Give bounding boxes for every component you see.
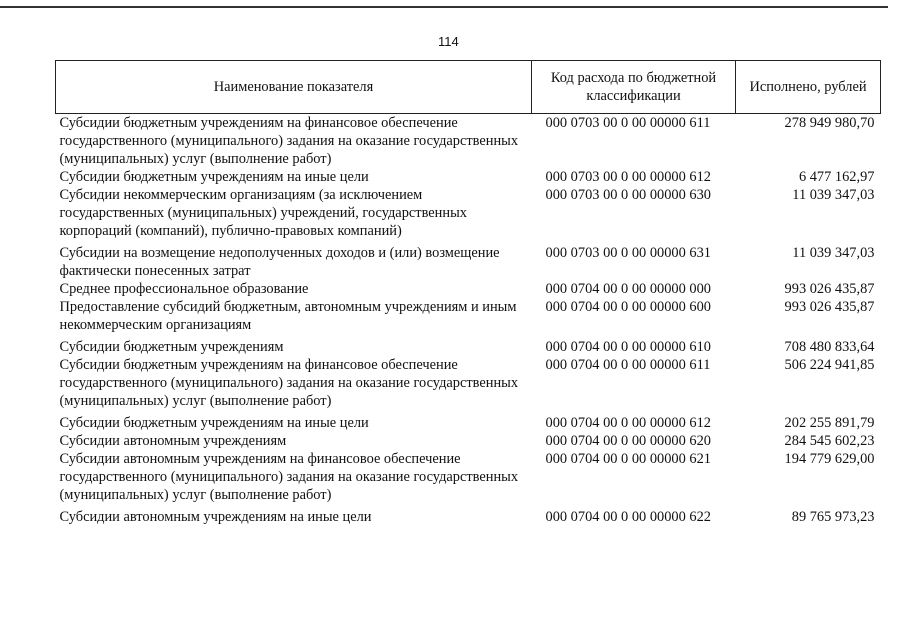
row-name: Предоставление субсидий бюджетным, автономным учреждениям и иным некоммерческим организациям (59, 299, 517, 333)
top-rule (0, 6, 888, 8)
row-amount: 506 224 941,85 (784, 357, 875, 373)
row-code: 000 0704 00 0 00 00000 600 (545, 299, 711, 315)
row-name: Субсидии бюджетным учреждениям на финансовое обеспечение государственного (муниципального) задания на оказание государственных (муниципальных) услуг (выполнение работ) (59, 357, 519, 409)
row-name: Субсидии на возмещение недополученных доходов и (или) возмещение фактически понесенных затрат (59, 245, 500, 279)
row-amount: 708 480 833,64 (784, 339, 875, 355)
header-indicator-name: Наименование показателя (56, 61, 532, 114)
table-row (56, 432, 881, 450)
row-name: Субсидии бюджетным учреждениям (59, 339, 284, 355)
row-name: Субсидии автономным учреждениям (59, 433, 287, 449)
row-amount: 6 477 162,97 (798, 169, 875, 185)
header-executed-amount: Исполнено, рублей (736, 61, 881, 114)
row-amount: 11 039 347,03 (792, 187, 875, 203)
header-budget-code: Код расхода по бюджетной классификации (532, 61, 736, 114)
row-code: 000 0704 00 0 00 00000 622 (545, 509, 711, 525)
row-amount: 993 026 435,87 (784, 281, 875, 297)
row-code: 000 0704 00 0 00 00000 610 (545, 339, 711, 355)
table-row (56, 168, 881, 186)
row-amount: 89 765 973,23 (791, 509, 875, 525)
row-code: 000 0703 00 0 00 00000 611 (545, 115, 711, 131)
row-code: 000 0703 00 0 00 00000 630 (545, 187, 711, 203)
table-row (56, 504, 881, 526)
row-code: 000 0704 00 0 00 00000 621 (545, 451, 711, 467)
table-row (56, 298, 881, 334)
table-row (56, 240, 881, 280)
table-row (56, 410, 881, 432)
table-header-row (56, 61, 881, 114)
row-amount: 278 949 980,70 (784, 115, 875, 131)
table-row (56, 280, 881, 298)
table-row (56, 450, 881, 504)
row-name: Среднее профессиональное образование (59, 281, 309, 297)
table-row (56, 334, 881, 356)
row-name: Субсидии автономным учреждениям на иные цели (59, 509, 372, 525)
row-name: Субсидии автономным учреждениям на финансовое обеспечение государственного (муниципального) задания на оказание государственных (муниципальных) услуг (выполнение работ) (59, 451, 519, 503)
row-amount: 11 039 347,03 (792, 245, 875, 261)
row-name: Субсидии некоммерческим организациям (за исключением государственных (муниципальных) учреждений, государственных корпораций (компаний), публично-правовых компаний) (59, 187, 467, 239)
table-row (56, 356, 881, 410)
row-code: 000 0704 00 0 00 00000 611 (545, 357, 711, 373)
row-name: Субсидии бюджетным учреждениям на иные цели (59, 415, 369, 431)
row-name: Субсидии бюджетным учреждениям на иные цели (59, 169, 369, 185)
row-code: 000 0704 00 0 00 00000 000 (545, 281, 711, 297)
page-number: 114 (438, 34, 459, 49)
row-amount: 993 026 435,87 (784, 299, 875, 315)
row-amount: 284 545 602,23 (784, 433, 875, 449)
row-code: 000 0704 00 0 00 00000 612 (545, 415, 711, 431)
table-row (56, 114, 881, 169)
budget-execution-table (55, 60, 881, 526)
row-name: Субсидии бюджетным учреждениям на финансовое обеспечение государственного (муниципального) задания на оказание государственных (муниципальных) услуг (выполнение работ) (59, 115, 519, 167)
row-code: 000 0703 00 0 00 00000 631 (545, 245, 711, 261)
table-row (56, 186, 881, 240)
row-amount: 202 255 891,79 (784, 415, 875, 431)
row-code: 000 0703 00 0 00 00000 612 (545, 169, 711, 185)
row-code: 000 0704 00 0 00 00000 620 (545, 433, 711, 449)
row-amount: 194 779 629,00 (784, 451, 875, 467)
